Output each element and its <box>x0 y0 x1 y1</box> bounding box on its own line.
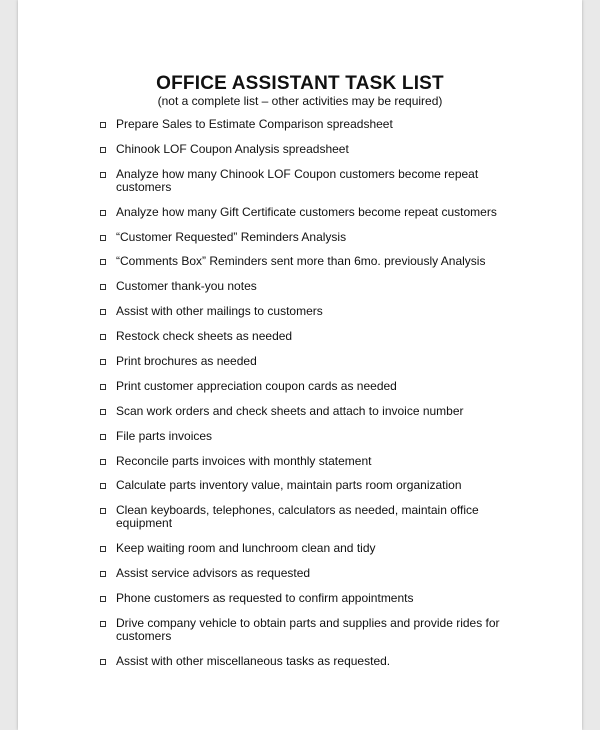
task-item <box>98 231 528 244</box>
task-item <box>98 206 528 219</box>
task-item <box>98 280 528 293</box>
task-text: Clean keyboards, telephones, calculators as needed, maintain office equipment <box>116 503 479 531</box>
task-item <box>98 655 528 668</box>
task-text: Assist service advisors as requested <box>116 566 311 581</box>
square-bullet-icon <box>100 259 106 265</box>
square-bullet-icon <box>100 284 106 290</box>
square-bullet-icon <box>100 621 106 627</box>
task-text: Scan work orders and check sheets and attach to invoice number <box>116 403 464 418</box>
task-text: Chinook LOF Coupon Analysis spreadsheet <box>116 141 349 156</box>
square-bullet-icon <box>100 210 106 216</box>
task-item <box>98 355 528 368</box>
task-item <box>98 118 528 131</box>
square-bullet-icon <box>100 122 106 128</box>
task-text: Customer thank-you notes <box>116 279 257 294</box>
task-item <box>98 504 528 530</box>
square-bullet-icon <box>100 235 106 241</box>
square-bullet-icon <box>100 571 106 577</box>
task-item <box>98 617 528 643</box>
square-bullet-icon <box>100 147 106 153</box>
task-item <box>98 479 528 492</box>
task-item <box>98 430 528 443</box>
square-bullet-icon <box>100 459 106 465</box>
task-item <box>98 567 528 580</box>
task-text: Phone customers as requested to confirm appointments <box>116 591 414 606</box>
task-text: Analyze how many Chinook LOF Coupon customers become repeat customers <box>116 166 479 194</box>
document-subtitle: (not a complete list – other activities may be required) <box>157 94 443 108</box>
task-item <box>98 330 528 343</box>
task-item <box>98 305 528 318</box>
square-bullet-icon <box>100 434 106 440</box>
square-bullet-icon <box>100 409 106 415</box>
task-item <box>98 592 528 605</box>
task-item <box>98 542 528 555</box>
task-text: “Customer Requested” Reminders Analysis <box>116 229 347 244</box>
task-item <box>98 455 528 468</box>
square-bullet-icon <box>100 596 106 602</box>
task-item <box>98 255 528 268</box>
task-list <box>98 118 528 680</box>
square-bullet-icon <box>100 309 106 315</box>
task-text: Analyze how many Gift Certificate customers become repeat customers <box>116 204 497 219</box>
task-text: Print brochures as needed <box>116 354 257 369</box>
task-text: Print customer appreciation coupon cards as needed <box>116 378 397 393</box>
square-bullet-icon <box>100 384 106 390</box>
square-bullet-icon <box>100 359 106 365</box>
square-bullet-icon <box>100 483 106 489</box>
square-bullet-icon <box>100 334 106 340</box>
task-text: Assist with other mailings to customers <box>116 304 323 319</box>
task-text: Calculate parts inventory value, maintain parts room organization <box>116 478 462 493</box>
square-bullet-icon <box>100 172 106 178</box>
task-item <box>98 405 528 418</box>
task-text: Reconcile parts invoices with monthly statement <box>116 453 372 468</box>
task-text: File parts invoices <box>116 428 213 443</box>
task-text: Drive company vehicle to obtain parts and supplies and provide rides for customers <box>116 615 500 643</box>
task-text: Keep waiting room and lunchroom clean and tidy <box>116 541 376 556</box>
task-text: Prepare Sales to Estimate Comparison spreadsheet <box>116 117 393 131</box>
task-item <box>98 380 528 393</box>
task-item <box>98 143 528 156</box>
document-page <box>18 0 582 730</box>
task-item <box>98 168 528 194</box>
square-bullet-icon <box>100 546 106 552</box>
square-bullet-icon <box>100 508 106 514</box>
document-title: OFFICE ASSISTANT TASK LIST <box>156 73 444 94</box>
task-text: Restock check sheets as needed <box>116 329 293 344</box>
square-bullet-icon <box>100 659 106 665</box>
task-text: Assist with other miscellaneous tasks as requested. <box>116 653 391 668</box>
task-text: “Comments Box” Reminders sent more than 6mo. previously Analysis <box>116 254 486 269</box>
